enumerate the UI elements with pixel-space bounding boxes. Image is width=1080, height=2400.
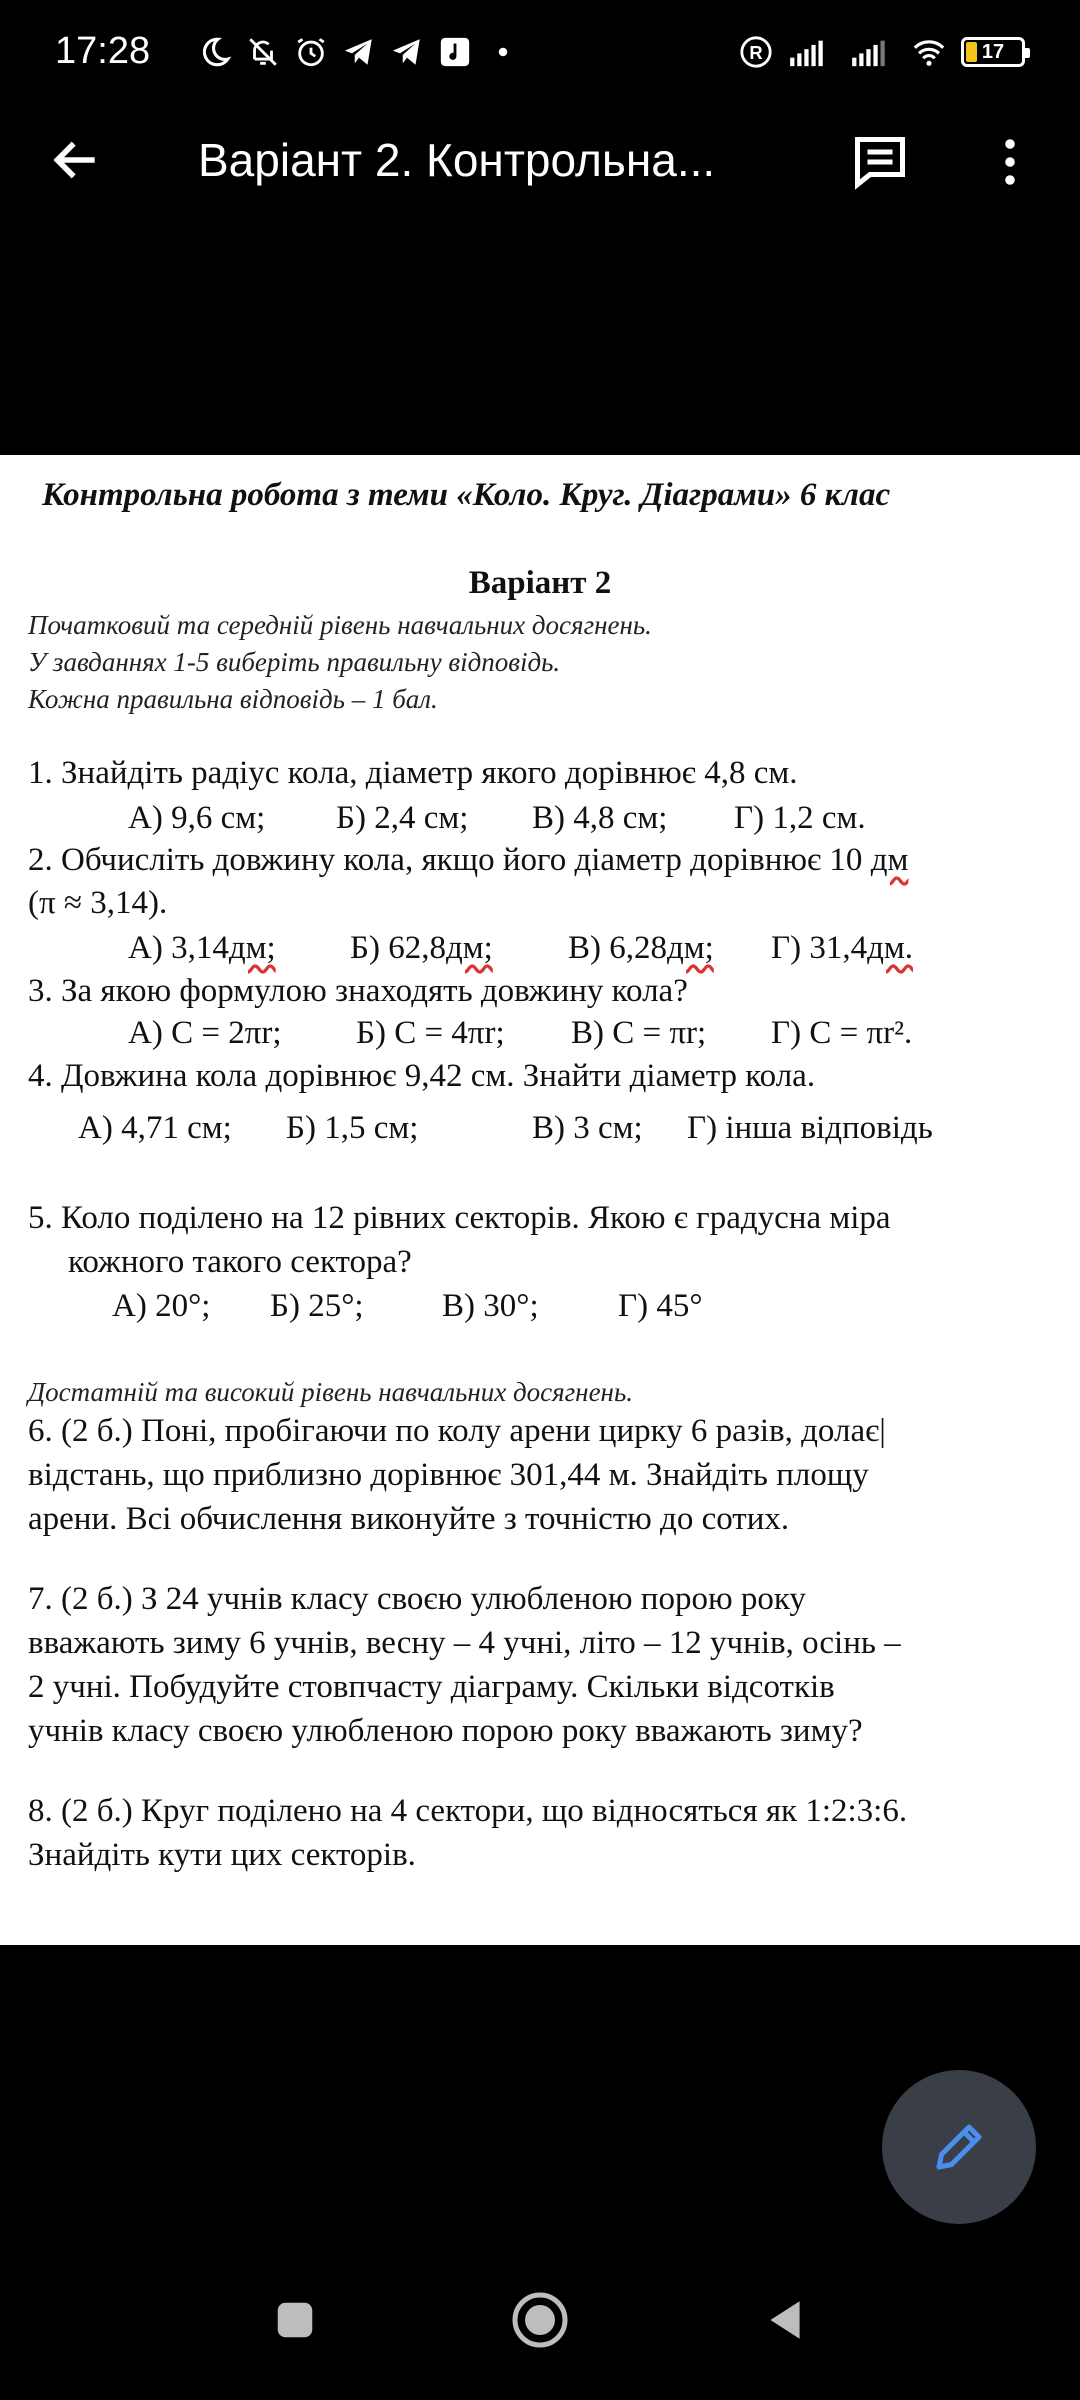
- edit-fab[interactable]: [882, 2070, 1036, 2224]
- bell-off-icon: [246, 35, 280, 69]
- app-bar: [0, 110, 1080, 210]
- recents-button[interactable]: [255, 2280, 335, 2360]
- question-5-cont: кожного такого сектора?: [68, 1244, 412, 1280]
- question-8: 8. (2 б.) Круг поділено на 4 сектори, що відносяться як 1:2:3:6.: [28, 1793, 908, 1829]
- question-2: 2. Обчисліть довжину кола, якщо його діаметр дорівнює 10 дм: [28, 842, 909, 878]
- comment-icon: [850, 132, 910, 192]
- square-icon: [272, 2297, 318, 2343]
- question-3-options: А) С = 2πr; Б) С = 4πr; В) С = πr; Г) С = πr².: [128, 1015, 913, 1051]
- variant-heading: Варіант 2: [468, 565, 612, 601]
- back-button[interactable]: [48, 132, 104, 188]
- back-nav-button[interactable]: [745, 2280, 825, 2360]
- wifi-icon: [909, 35, 949, 69]
- registered-icon: [739, 35, 773, 69]
- question-4: 4. Довжина кола дорівнює 9,42 см. Знайти діаметр кола.: [28, 1058, 816, 1094]
- question-5: 5. Коло поділено на 12 рівних секторів. Якою є градусна міра: [28, 1200, 891, 1236]
- question-6-line-3: арени. Всі обчислення виконуйте з точністю до сотих.: [28, 1501, 790, 1537]
- dot-icon: [486, 35, 520, 69]
- telegram-icon: [390, 35, 424, 69]
- back-triangle-icon: [760, 2295, 810, 2345]
- question-2-cont: (π ≈ 3,14).: [28, 885, 168, 921]
- more-vert-icon: [990, 132, 1030, 192]
- battery-indicator: 17: [961, 37, 1025, 67]
- alarm-icon: [294, 35, 328, 69]
- music-app-icon: [438, 35, 472, 69]
- question-1-options: А) 9,6 см; Б) 2,4 см; В) 4,8 см; Г) 1,2 см.: [128, 800, 866, 836]
- home-button[interactable]: [500, 2280, 580, 2360]
- question-7: 7. (2 б.) З 24 учнів класу своєю улюбленою порою року: [28, 1581, 806, 1617]
- signal-icon: [785, 35, 835, 69]
- score-note: Кожна правильна відповідь – 1 бал.: [28, 684, 438, 714]
- question-7-line-4: учнів класу своєю улюбленою порою року вважають зиму?: [28, 1713, 863, 1749]
- question-3: 3. За якою формулою знаходять довжину кола?: [28, 973, 688, 1009]
- arrow-back-icon: [48, 132, 104, 188]
- question-2-options: А) 3,14дм; Б) 62,8дм; В) 6,28дм; Г) 31,4дм.: [128, 930, 914, 966]
- question-7-line-3: 2 учні. Побудуйте стовпчасту діаграму. Скільки відсотків: [28, 1669, 835, 1705]
- question-8-line-2: Знайдіть кути цих секторів.: [28, 1837, 416, 1873]
- level-2-note: Достатній та високий рівень навчальних досягнень.: [28, 1377, 633, 1407]
- status-time: 17:28: [55, 30, 151, 72]
- status-icons-right: [739, 30, 1025, 74]
- home-circle-icon: [510, 2290, 570, 2350]
- pencil-icon: [929, 2117, 989, 2177]
- moon-icon: [198, 35, 232, 69]
- question-7-line-2: вважають зиму 6 учнів, весну – 4 учні, літо – 12 учнів, осінь –: [28, 1625, 901, 1661]
- document-page[interactable]: [0, 455, 1080, 1945]
- system-nav-bar: [0, 2280, 1080, 2380]
- telegram-icon: [342, 35, 376, 69]
- svg-text:R: R: [749, 42, 763, 64]
- status-bar: [0, 0, 1080, 110]
- notes-button[interactable]: [850, 132, 910, 192]
- doc-heading: Контрольна робота з теми «Коло. Круг. Діаграми» 6 клас: [42, 477, 891, 513]
- status-icons-left: [198, 30, 520, 74]
- question-6: 6. (2 б.) Поні, пробігаючи по колу арени цирку 6 разів, долає|: [28, 1413, 886, 1449]
- level-note: Початковий та середній рівень навчальних досягнень.: [28, 610, 652, 640]
- question-5-options: А) 20°; Б) 25°; В) 30°; Г) 45°: [112, 1288, 703, 1324]
- question-6-line-2: відстань, що приблизно дорівнює 301,44 м. Знайдіть площу: [28, 1457, 869, 1493]
- question-4-options: А) 4,71 см; Б) 1,5 см; В) 3 см; Г) інша відповідь: [78, 1110, 933, 1146]
- document-title: Варіант 2. Контрольна...: [198, 134, 716, 186]
- signal-icon: [847, 35, 897, 69]
- question-1: 1. Знайдіть радіус кола, діаметр якого дорівнює 4,8 см.: [28, 755, 798, 791]
- instruction-note: У завданнях 1-5 виберіть правильну відповідь.: [28, 647, 561, 677]
- more-options-button[interactable]: [990, 132, 1030, 192]
